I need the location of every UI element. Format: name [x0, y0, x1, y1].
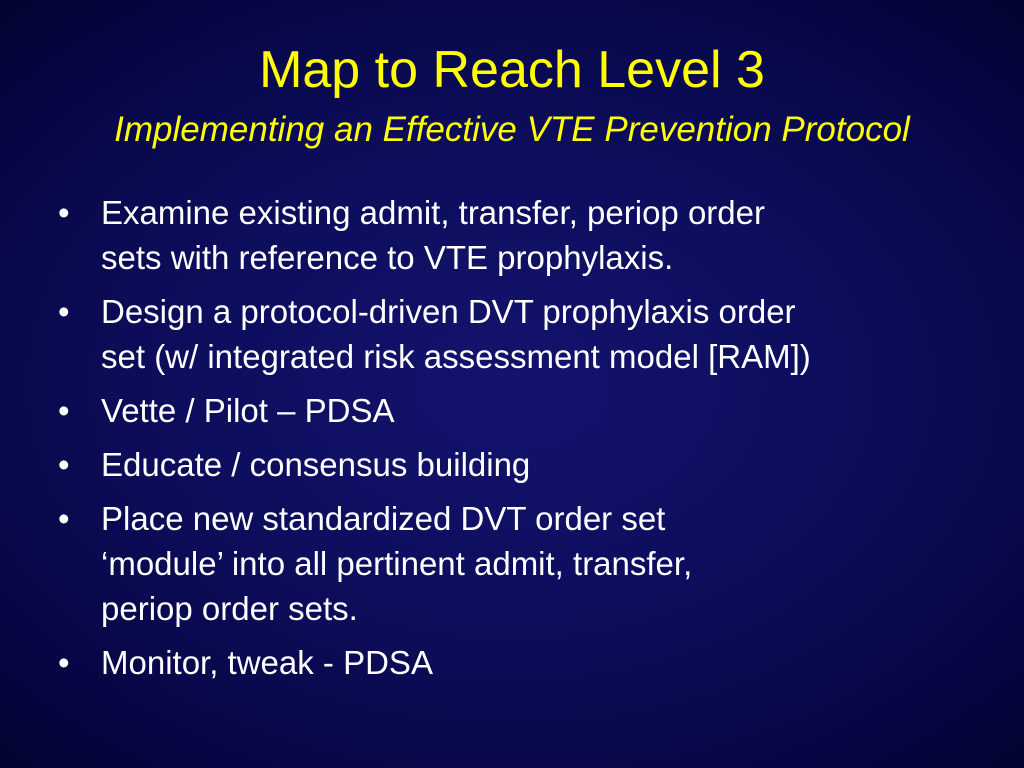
- bullet-marker: •: [58, 194, 70, 231]
- bullet-text: Educate / consensus building: [101, 446, 531, 483]
- bullet-text: Place new standardized DVT order set ‘module’ into all pertinent admit, transfer, periop order sets.: [101, 500, 693, 627]
- bullet-marker: •: [58, 644, 70, 681]
- bullet-item: [58, 190, 988, 280]
- bullet-item: [58, 442, 988, 487]
- bullet-item: [58, 388, 988, 433]
- bullet-text: Design a protocol-driven DVT prophylaxis order set (w/ integrated risk assessment model [RAM]): [101, 293, 811, 375]
- bullet-marker: •: [58, 392, 70, 429]
- slide-subtitle: Implementing an Effective VTE Prevention Protocol: [114, 110, 910, 149]
- bullet-text: Vette / Pilot – PDSA: [101, 392, 395, 429]
- bullet-list: [58, 190, 988, 694]
- bullet-text: Monitor, tweak - PDSA: [101, 644, 433, 681]
- bullet-marker: •: [58, 293, 70, 330]
- bullet-text: Examine existing admit, transfer, periop order sets with reference to VTE prophylaxis.: [101, 194, 765, 276]
- bullet-item: [58, 640, 988, 685]
- bullet-item: [58, 496, 988, 631]
- slide-title: Map to Reach Level 3: [259, 41, 765, 99]
- bullet-item: [58, 289, 988, 379]
- bullet-marker: •: [58, 500, 70, 537]
- bullet-marker: •: [58, 446, 70, 483]
